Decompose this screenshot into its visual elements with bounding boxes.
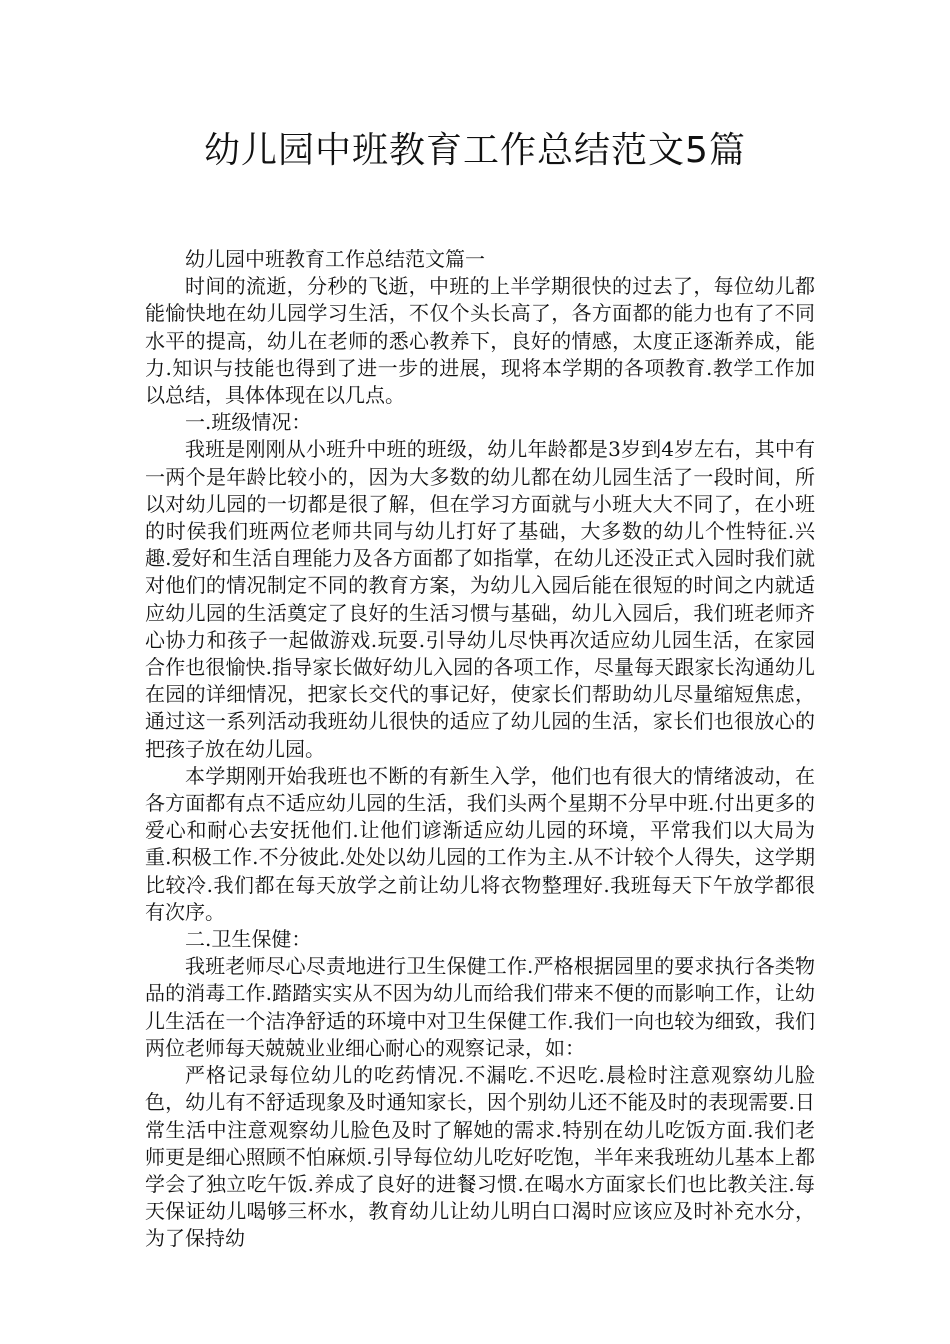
paragraph-health-care: 我班老师尽心尽责地进行卫生保健工作.严格根据园里的要求执行各类物品的消毒工作.踏踏实实从不因为幼儿而给我们带来不便的而影响工作，让幼儿生活在一个洁净舒适的环境中对卫生保健工作.我们一向也较为细致，我们两位老师每天兢兢业业细心耐心的观察记录，如： [145,954,815,1060]
document-body [145,246,815,1253]
paragraph-intro: 时间的流逝，分秒的飞逝，中班的上半学期很快的过去了，每位幼儿都能愉快地在幼儿园学习生活，不仅个头长高了，各方面都的能力也有了不同水平的提高，幼儿在老师的悉心教养下，良好的情感，太度正逐渐养成，能力.知识与技能也得到了进一步的进展，现将本学期的各项教育.教学工作加以总结，具体体现在以几点。 [145,274,815,408]
section-heading-class-situation: 一.班级情况： [185,410,312,435]
paragraph-medication-meals: 严格记录每位幼儿的吃药情况.不漏吃.不迟吃.晨检时注意观察幼儿脸色，幼儿有不舒适现象及时通知家长，因个别幼儿还不能及时的表现需要.日常生活中注意观察幼儿脸色及时了解她的需求.特别在幼儿吃饭方面.我们老师更是细心照顾不怕麻烦.引导每位幼儿吃好吃饱，半年来我班幼儿基本上都学会了独立吃午饭.养成了良好的进餐习惯.在喝水方面家长们也比教关注.每天保证幼儿喝够三杯水，教育幼儿让幼儿明白口渴时应该应及时补充水分，为了保持幼 [145,1063,815,1251]
section-heading-health-care: 二.卫生保健： [185,927,312,952]
paragraph-new-students: 本学期刚开始我班也不断的有新生入学，他们也有很大的情绪波动，在各方面都有点不适应幼儿园的生活，我们头两个星期不分早中班.付出更多的爱心和耐心去安抚他们.让他们谚渐适应幼儿园的环境，平常我们以大局为重.积极工作.不分彼此.处处以幼儿园的工作为主.从不计较个人得失，这学期比较冷.我们都在每天放学之前让幼儿将衣物整理好.我班每天下午放学都很有次序。 [145,763,815,924]
section-heading-article-one: 幼儿园中班教育工作总结范文篇一 [185,247,485,271]
document-title: 幼儿园中班教育工作总结范文5篇 [204,130,746,171]
paragraph-class-situation: 我班是刚刚从小班升中班的班级，幼儿年龄都是3岁到4岁左右，其中有一两个是年龄比较小的，因为大多数的幼儿都在幼儿园生活了一段时间，所以对幼儿园的一切都是很了解，但在学习方面就与小班大大不同了，在小班的时侯我们班两位老师共同与幼儿打好了基础，大多数的幼儿个性特征.兴趣.爱好和生活自理能力及各方面都了如指掌，在幼儿还没正式入园时我们就对他们的情况制定不同的教育方案，为幼儿入园后能在很短的时间之内就适应幼儿园的生活奠定了良好的生活习惯与基础，幼儿入园后，我们班老师齐心协力和孩子一起做游戏.玩耍.引导幼儿尽快再次适应幼儿园生活，在家园合作也很愉快.指导家长做好幼儿入园的各项工作，尽量每天跟家长沟通幼儿在园的详细情况，把家长交代的事记好，使家长们帮助幼儿尽量缩短焦虑，通过这一系列活动我班幼儿很快的适应了幼儿园的生活，家长们也很放心的把孩子放在幼儿园。 [145,437,815,761]
